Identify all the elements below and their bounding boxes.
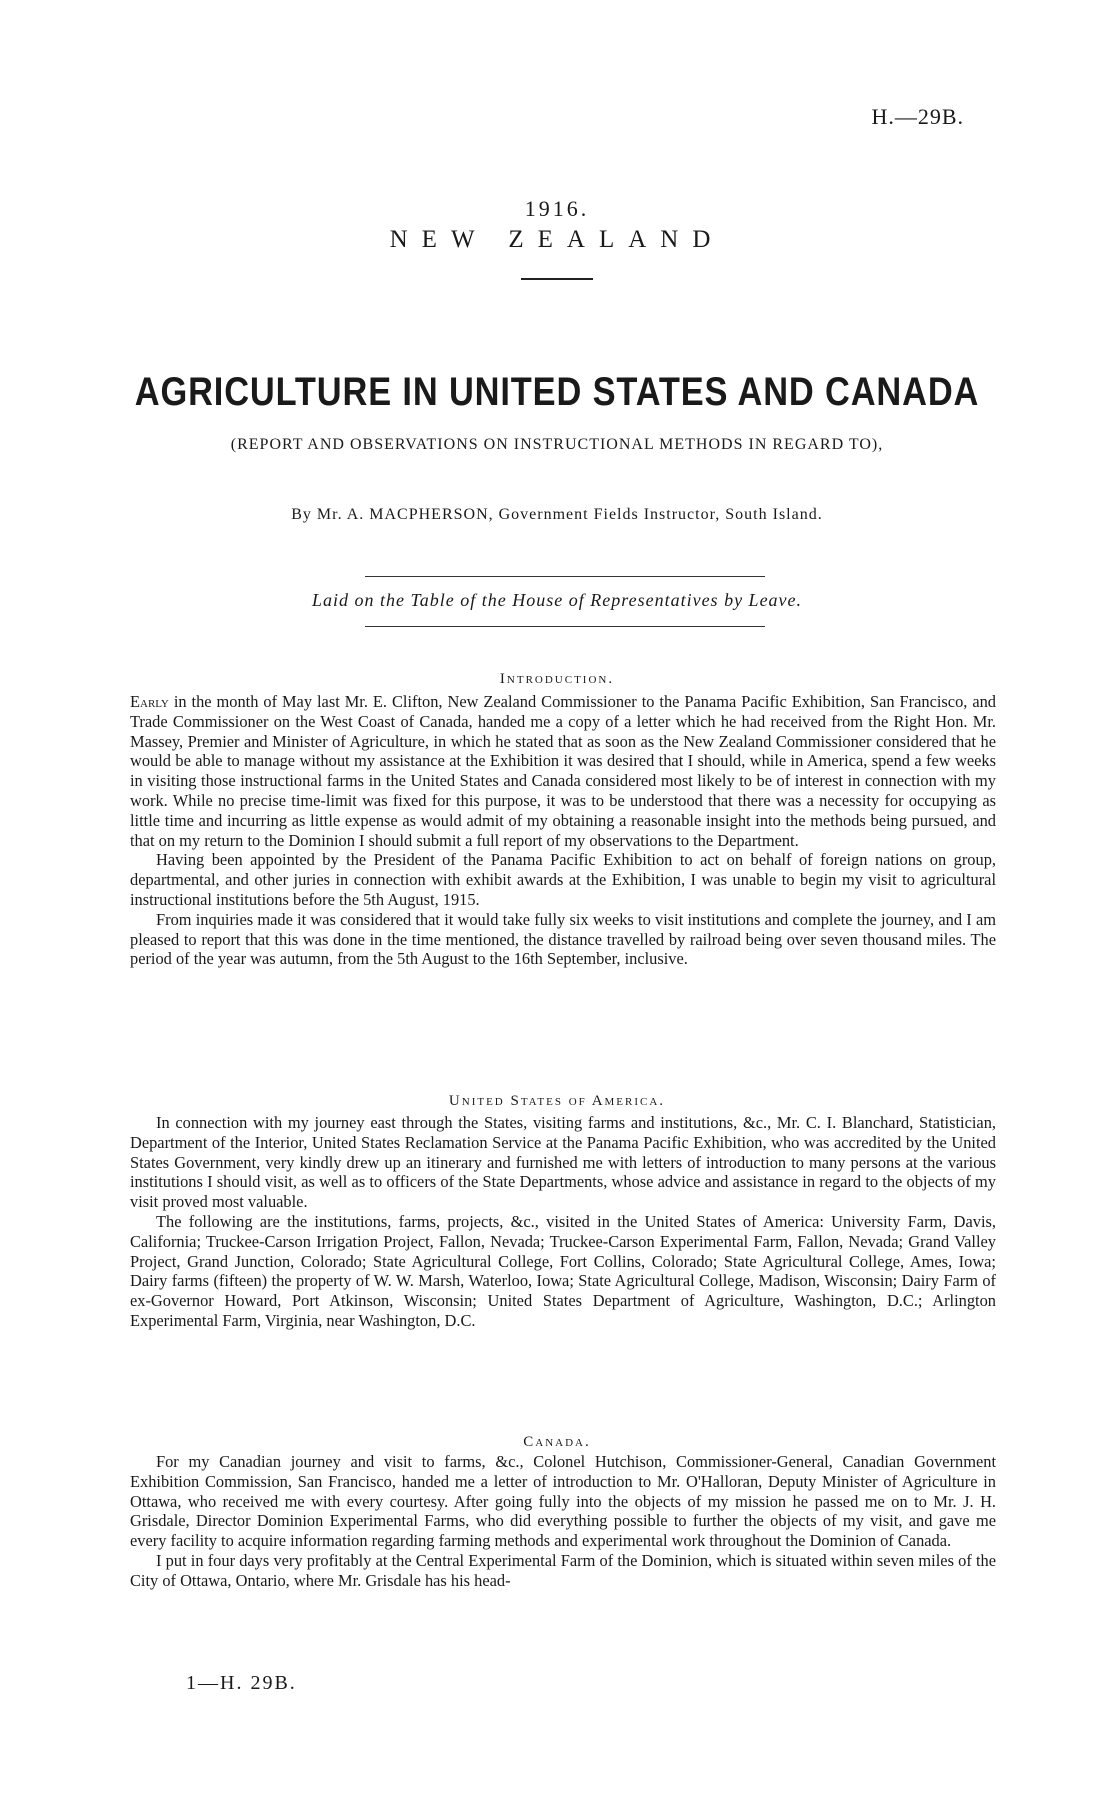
united-states-paragraph-2: The following are the institutions, farms, projects, &c., visited in the United States of America: University Farm, Davis, California; Truckee-Carson Irrigation Project, Fallon, Nevada; Truckee-Carson Experimental Farm, Fallon, Nevada; Grand Valley Project, Grand Junction, Colorado; State Agricultural College, Fort Collins, Colorado; State Agricultural College, Ames, Iowa; Dairy farms (fifteen) the property of W. W. Marsh, Waterloo, Iowa; State Agricultural College, Madison, Wisconsin; Dairy Farm of ex-Governor Howard, Port Atkinson, Wisconsin; United States Department of Agriculture, Washington, D.C.; Arlington Experimental Farm, Virginia, near Washington, D.C. <box>130 1211 996 1330</box>
bottom-rule <box>365 626 765 627</box>
top-rule <box>365 576 765 577</box>
page-footer-reference: 1—H. 29B. <box>186 1672 297 1694</box>
introduction-section <box>130 692 996 969</box>
year: 1916. <box>524 196 590 221</box>
document-reference: H.—29B. <box>871 104 964 129</box>
section-heading-canada: Canada. <box>523 1434 591 1450</box>
paragraph-text: in the month of May last Mr. E. Clifton, New Zealand Commissioner to the Panama Pacific Exhibition, San Francisco, and Trade Commissioner on the West Coast of Canada, handed me a copy of a letter which he had received from the Right Hon. Mr. Massey, Premier and Minister of Agriculture, in which he stated that as soon as the New Zealand Commissioner considered that he would be able to manage without my assistance at the Exhibition it was desired that I should, while in America, spend a few weeks in visiting those instructional farms in the United States and Canada considered most likely to be of interest in connection with my work. While no precise time-limit was fixed for this purpose, it was to be understood that there was a necessity for occupying as little time and incurring as little expense as would admit of my obtaining a reasonable insight into the methods being pursued, and that on my return to the Dominion I should submit a full report of my observations to the Department. <box>130 692 996 850</box>
author-line: By Mr. A. MACPHERSON, Government Fields Instructor, South Island. <box>291 506 823 523</box>
laid-on-table-note: Laid on the Table of the House of Representatives by Leave. <box>311 590 803 610</box>
country-name: NEW ZEALAND <box>389 226 725 253</box>
document-subtitle: (REPORT AND OBSERVATIONS ON INSTRUCTIONAL METHODS IN REGARD TO), <box>230 436 884 453</box>
introduction-paragraph-2: Having been appointed by the President of the Panama Pacific Exhibition to act on behalf of foreign nations on group, departmental, and other juries in connection with exhibit awards at the Exhibition, I was unable to begin my visit to agricultural instructional institutions before the 5th August, 1915. <box>130 850 996 909</box>
introduction-paragraph-3: From inquiries made it was considered that it would take fully six weeks to visit institutions and complete the journey, and I am pleased to report that this was done in the time mentioned, the distance travelled by railroad being over seven thousand miles. The period of the year was autumn, from the 5th August to the 16th September, inclusive. <box>130 909 996 969</box>
section-heading-introduction: Introduction. <box>499 671 615 687</box>
canada-paragraph-1: For my Canadian journey and visit to farms, &c., Colonel Hutchison, Commissioner-General, Canadian Government Exhibition Commission, San Francisco, handed me a letter of introduction to Mr. O'Halloran, Deputy Minister of Agriculture in Ottawa, who received me with every courtesy. After going fully into the objects of my mission he passed me on to Mr. J. H. Grisdale, Director Dominion Experimental Farms, who did everything possible to further the objects of my visit, and gave me every facility to acquire information regarding farming methods and experimental work throughout the Dominion of Canada. <box>130 1452 996 1551</box>
title-divider <box>521 278 593 280</box>
drop-lead-word: Early <box>130 692 169 711</box>
document-title: AGRICULTURE IN UNITED STATES AND CANADA <box>134 370 980 414</box>
introduction-paragraph-1 <box>130 692 996 850</box>
canada-paragraph-2: I put in four days very profitably at the Central Experimental Farm of the Dominion, which is situated within seven miles of the City of Ottawa, Ontario, where Mr. Grisdale has his head- <box>130 1550 996 1590</box>
canada-section <box>130 1452 996 1591</box>
united-states-section <box>130 1113 996 1331</box>
section-heading-united-states: United States of America. <box>448 1093 666 1109</box>
united-states-paragraph-1: In connection with my journey east through the States, visiting farms and institutions, &c., Mr. C. I. Blanchard, Statistician, Department of the Interior, United States Reclamation Service at the Panama Pacific Exhibition, who was accredited by the United States Government, very kindly drew up an itinerary and furnished me with letters of introduction to many persons at the various institutions I should visit, as well as to officers of the State Departments, whose advice and assistance in regard to the objects of my visit proved most valuable. <box>130 1113 996 1212</box>
